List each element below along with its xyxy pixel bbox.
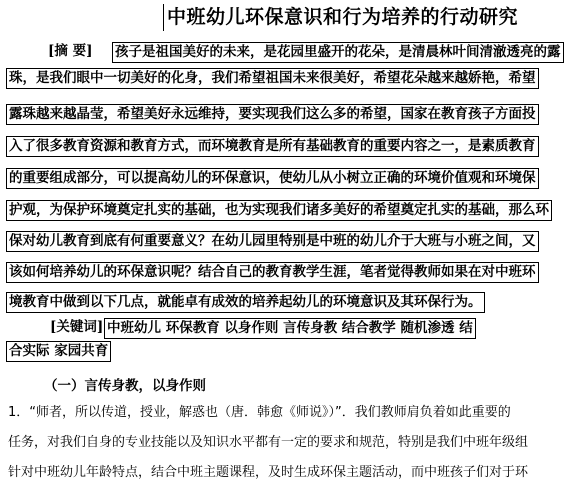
keywords-tag: [关键词] — [50, 319, 104, 335]
abstract-tag: [摘 要] — [48, 43, 93, 59]
body-line: 1．“师者，所以传道，授业，解惑也（唐．韩愈《师说》）”．我们教师肩负着如此重要的 — [8, 405, 511, 420]
page-title: 中班幼儿环保意识和行为培养的行动研究 — [163, 4, 518, 31]
abstract-line: 珠，是我们眼中一切美好的化身，我们希望祖国未来很美好，希望花朵越来越娇艳，希望 — [6, 68, 539, 89]
abstract-line: 的重要组成部分，可以提高幼儿的环保意识，使幼儿从小树立正确的环境价值观和环境保 — [6, 168, 539, 189]
abstract-line: 孩子是祖国美好的未来，是花园里盛开的花朵，是清晨林叶间清澈透亮的露 — [112, 42, 564, 63]
abstract-line: 该如何培养幼儿的环保意识呢？结合自己的教育教学生涯，笔者觉得教师如果在对中班环 — [6, 262, 539, 283]
body-line: 针对中班幼儿年龄特点，结合中班主题课程，及时生成环保主题活动，而中班孩子们对于环 — [8, 465, 529, 480]
section-heading: （一）言传身教，以身作则 — [44, 378, 206, 394]
abstract-line: 境教育中做到以下几点，就能卓有成效的培养起幼儿的环境意识及其环保行为。 — [6, 292, 485, 313]
abstract-line: 保对幼儿教育到底有何重要意义？在幼儿园里特别是中班的幼儿介于大班与小班之间，又 — [6, 231, 539, 252]
abstract-line: 入了很多教育资源和教育方式，而环境教育是所有基础教育的重要内容之一，是素质教育 — [6, 136, 539, 157]
body-line: 任务，对我们自身的专业技能以及知识水平都有一定的要求和规范，特别是我们中班年级组 — [8, 435, 529, 450]
abstract-line: 护观，为保护环境奠定扎实的基础，也为实现我们诸多美好的希望奠定扎实的基础，那么环 — [6, 200, 552, 221]
keywords-line: 合实际 家园共育 — [6, 341, 111, 362]
abstract-line: 露珠越来越晶莹，希望美好永远维持，要实现我们这么多的希望，国家在教育孩子方面投 — [6, 104, 539, 125]
keywords-line: 中班幼儿 环保教育 以身作则 言传身教 结合教学 随机渗透 结 — [104, 318, 476, 339]
